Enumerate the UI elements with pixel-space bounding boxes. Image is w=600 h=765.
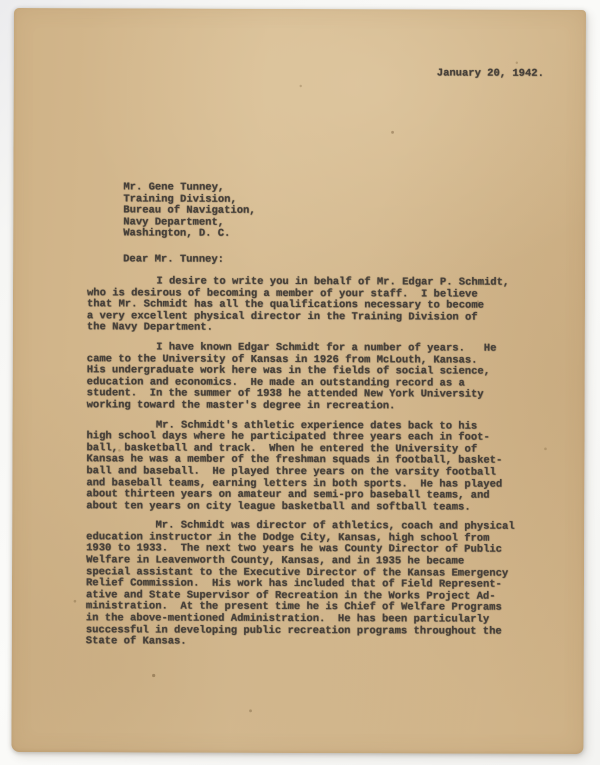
paragraph: Mr. Schmidt's athletic experience dates back to his high school days where he participated three years each in foot- ball, basketball and track. When he entered the University of Kansas he was a member of the freshman squads in football, basket- ball and baseball. He played three years on the varsity football and baseball teams, earning letters in both sports. He has played about thirteen years on amateur and semi-pro baseball teams, and about ten years on city league basketball and softball teams. xyxy=(86,418,503,514)
paragraph: I have known Edgar Schmidt for a number of years. He came to the University of Kansas in 1926 from McLouth, Kansas. His undergraduate work here was in the fields of social science, education and economics. He made an outstanding record as a student. In the summer of 1938 he attended New York University working toward the master's degree in recreation. xyxy=(86,341,497,413)
letter-date: January 20, 1942. xyxy=(436,67,544,80)
salutation: Dear Mr. Tunney: xyxy=(123,253,224,266)
recipient-address: Mr. Gene Tunney, Training Division, Bureau of Navigation, Navy Department, Washington, D. C. xyxy=(123,181,256,241)
paragraph: Mr. Schmidt was director of athletics, coach and physical education instructor in the Dodge City, Kansas, high school from 1930 to 1933. The next two years he was County Director of Public Welfare in Leavenworth County, Kansas, and in 1935 he became special assistant to the Executive Director of the Kansas Emergency Relief Commission. His work has included that of Field Represent- ative and State Supervisor of Recreation in the Works Project Ad- ministration. At the present time he is Chief of Welfare Programs in the above-mentioned Administration. He has been particularly successful in developing public recreation programs throughout the State of Kansas. xyxy=(85,519,515,648)
letter-body xyxy=(86,276,527,657)
paper-speckles xyxy=(14,8,16,10)
letter-page xyxy=(11,8,586,754)
paragraph: I desire to write you in behalf of Mr. Edgar P. Schmidt, who is desirous of becoming a member of your staff. I believe that Mr. Schmidt has all the qualifications necessary to become a very excellent physical director in the Training Division of the Navy Department. xyxy=(86,275,510,335)
